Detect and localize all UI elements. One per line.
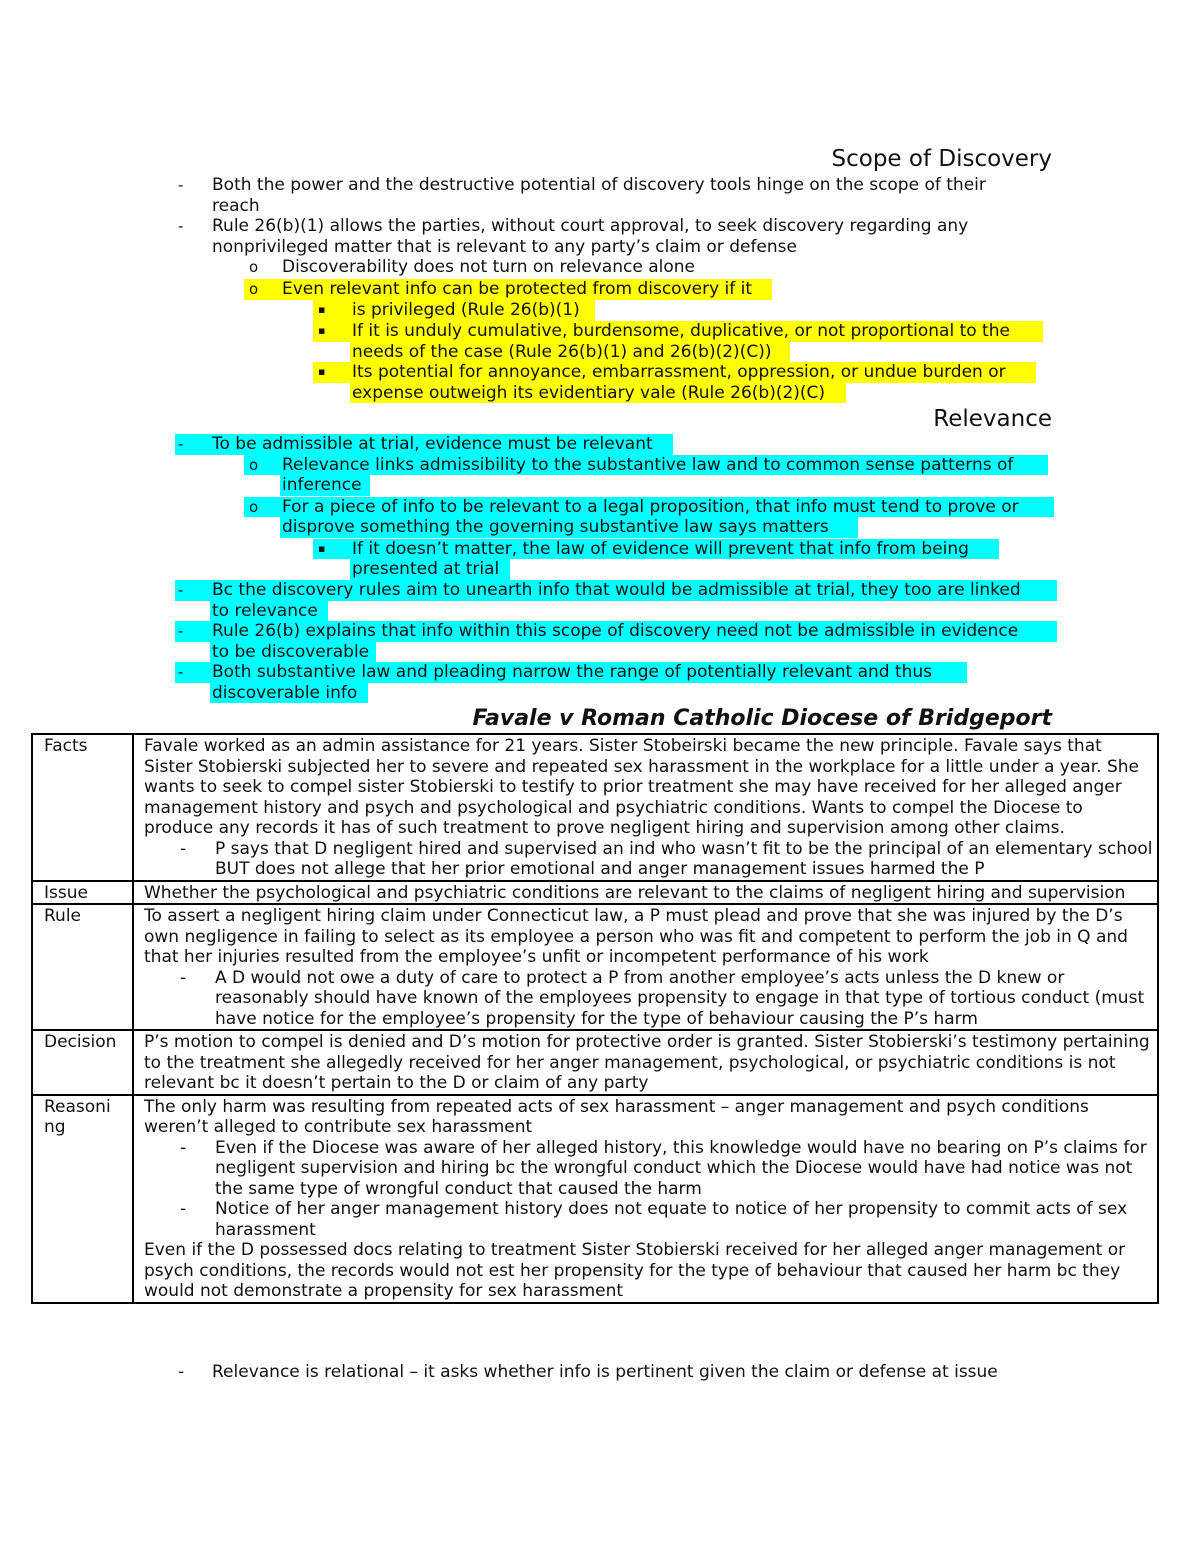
reasoning-cell <box>133 1095 1158 1303</box>
square-bullet: ▪ <box>318 541 326 555</box>
scope-line-6: Even relevant info can be protected from discovery if it <box>282 279 753 299</box>
table-row <box>32 734 1158 881</box>
rule-cell <box>133 904 1158 1030</box>
footer-text: Relevance is relational – it asks whether info is pertinent given the claim or defense at issue <box>212 1362 998 1382</box>
rule-label: Rule <box>32 904 133 1030</box>
issue-label: Issue <box>32 881 133 905</box>
dash-bullet: - <box>178 217 184 235</box>
scope-line-9: needs of the case (Rule 26(b)(1) and 26(b)(2)(C)) <box>352 341 772 362</box>
issue-text: Whether the psychological and psychiatric conditions are relevant to the claims of negligent hiring and supervision <box>133 881 1158 905</box>
square-bullet: ▪ <box>318 324 326 337</box>
scope-line-5: Discoverability does not turn on relevance alone <box>282 257 695 277</box>
table-row <box>32 1095 1158 1303</box>
decision-label: Decision <box>32 1030 133 1095</box>
scope-line-10: Its potential for annoyance, embarrassment, oppression, or undue burden or <box>352 362 1006 382</box>
relevance-line-4: For a piece of info to be relevant to a legal proposition, that info must tend to prove or <box>282 496 1019 517</box>
dash-bullet: - <box>178 622 184 640</box>
facts-sub-text: P says that D negligent hired and supervised an ind who wasn’t fit to be the principal of an elementary school BUT does not allege that her prior emotional and anger management issues harmed the P <box>215 838 1153 879</box>
scope-line-4: nonprivileged matter that is relevant to any party’s claim or defense <box>212 236 797 257</box>
relevance-line-11: to be discoverable <box>212 641 370 662</box>
reasoning-subpoint-1 <box>144 1138 1155 1200</box>
relevance-line-6: If it doesn’t matter, the law of evidence will prevent that info from being <box>352 538 969 559</box>
scope-line-1: Both the power and the destructive potential of discovery tools hinge on the scope of their <box>212 175 986 195</box>
reasoning-text: The only harm was resulting from repeated acts of sex harassment – anger management and psych conditions weren’t alleged to contribute sex harassment <box>144 1096 1089 1137</box>
square-bullet: ▪ <box>318 365 326 378</box>
scope-line-2: reach <box>212 195 260 216</box>
relevance-line-7: presented at trial <box>352 559 500 579</box>
relevance-line-2: Relevance links admissibility to the substantive law and to common sense patterns of <box>282 454 1014 475</box>
circle-bullet: o <box>249 497 259 516</box>
facts-label: Facts <box>32 734 133 881</box>
table-row <box>32 904 1158 1030</box>
dash-bullet: - <box>180 1137 187 1158</box>
relevance-line-12: Both substantive law and pleading narrow the range of potentially relevant and thus <box>212 662 933 682</box>
table-row <box>32 881 1158 905</box>
facts-text: Favale worked as an admin assistance for 21 years. Sister Stobeirski became the new principle. Favale says that Sister Stobierski subjected her to severe and repeated sex harassment in the workplace for a little under a year. She wants to seek to compel sister Stobierski to testify to prior treatment she may have received for her alleged anger management history and psych and psychological and psychiatric conditions. Wants to compel the Diocese to produce any records it has of such treatment to prove negligent hiring and supervision among other claims. <box>144 736 1139 838</box>
scope-line-3: Rule 26(b)(1) allows the parties, without court approval, to seek discovery regarding any <box>212 216 969 236</box>
square-bullet: ▪ <box>318 303 326 316</box>
rule-subpoint <box>144 968 1155 1030</box>
scope-line-7: is privileged (Rule 26(b)(1) <box>352 300 580 320</box>
circle-bullet: o <box>249 258 259 276</box>
relevance-line-10: Rule 26(b) explains that info within this scope of discovery need not be admissible in evidence <box>212 621 1019 641</box>
dash-bullet: - <box>178 176 184 194</box>
relevance-line-3: inference <box>282 475 362 495</box>
circle-bullet: o <box>249 280 259 298</box>
reasoning-sub-text-1: Even if the Diocese was aware of her alleged history, this knowledge would have no bearing on P’s claims for negligent supervision and hiring bc the wrongful conduct which the Diocese would have had notice was not the same type of wrongful conduct that caused the harm <box>215 1137 1147 1199</box>
reasoning-text-2: Even if the D possessed docs relating to treatment Sister Stobierski received for her alleged anger management or psych conditions, the records would not est her propensity for the type of behaviour that caused her harm bc they would not demonstrate a propensity for sex harassment <box>144 1240 1126 1301</box>
rule-sub-text: A D would not owe a duty of care to protect a P from another employee’s acts unless the D knew or reasonably should have known of the employees propensity to engage in that type of tortious conduct (must have notice for the employee’s propensity for the type of behaviour causing the P’s harm <box>215 967 1145 1029</box>
scope-line-11: expense outweigh its evidentiary vale (Rule 26(b)(2)(C) <box>352 382 826 403</box>
dash-bullet: - <box>180 967 187 988</box>
scope-line-8: If it is unduly cumulative, burdensome, duplicative, or not proportional to the <box>352 321 1010 341</box>
dash-bullet: - <box>178 581 184 599</box>
relevance-line-9: to relevance <box>212 600 318 621</box>
dash-bullet: - <box>178 663 184 681</box>
relevance-line-8: Bc the discovery rules aim to unearth info that would be admissible at trial, they too are linked <box>212 580 1021 600</box>
dash-bullet: - <box>180 838 187 859</box>
case-heading: Favale v Roman Catholic Diocese of Bridgeport <box>472 706 1052 731</box>
reasoning-label: Reasoni ng <box>32 1095 133 1303</box>
reasoning-subpoint-2 <box>144 1199 1155 1240</box>
footer-note <box>178 1362 998 1383</box>
dash-bullet: - <box>178 1362 185 1382</box>
relevance-line-5: disprove something the governing substantive law says matters <box>282 517 829 537</box>
decision-text: P’s motion to compel is denied and D’s motion for protective order is granted. Sister Stobierski’s testimony pertaining to the treatment she allegedly received for her anger management, psychological, or psychiatric conditions is not relevant bc it doesn’t pertain to the D or claim of any party <box>133 1030 1158 1095</box>
scope-heading: Scope of Discovery <box>831 146 1052 172</box>
relevance-heading: Relevance <box>933 406 1052 432</box>
relevance-line-1: To be admissible at trial, evidence must be relevant <box>212 434 653 454</box>
dash-bullet: - <box>180 1199 187 1219</box>
dash-bullet: - <box>178 435 184 453</box>
rule-text: To assert a negligent hiring claim under Connecticut law, a P must plead and prove that she was injured by the D’s own negligence in failing to select as its employee a person who was fit and competent to perform the job in Q and that her injuries resulted from the employee’s unfit or incompetent performance of his work <box>144 906 1128 967</box>
reasoning-sub-text-2: Notice of her anger management history does not equate to notice of her propensity to commit acts of sex harassment <box>215 1199 1128 1240</box>
relevance-line-13: discoverable info <box>212 682 358 703</box>
facts-cell <box>133 734 1158 881</box>
case-brief-table <box>31 733 1159 1304</box>
facts-subpoint <box>144 839 1155 880</box>
circle-bullet: o <box>249 455 259 474</box>
table-row <box>32 1030 1158 1095</box>
